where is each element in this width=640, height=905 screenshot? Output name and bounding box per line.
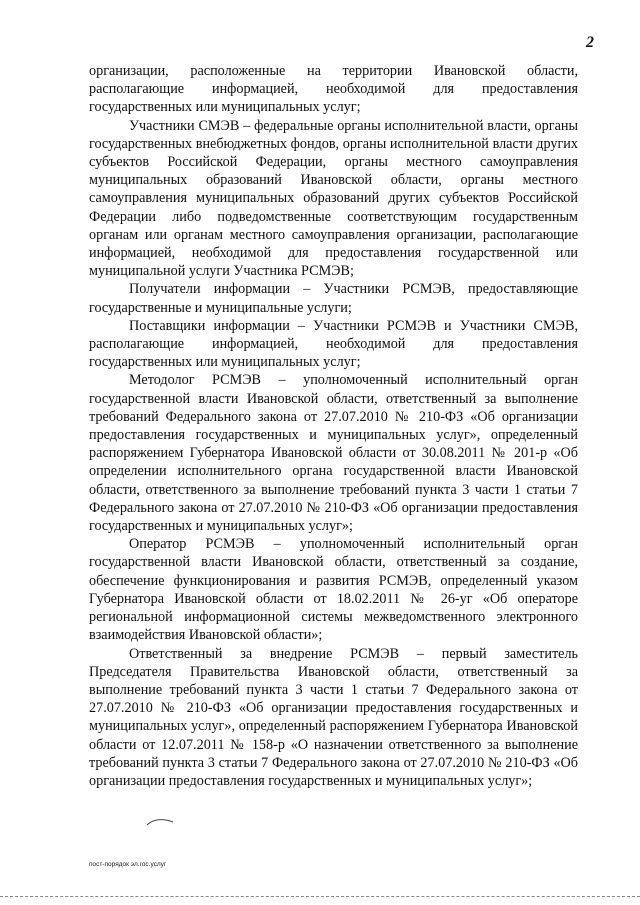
paragraph-organizations-continued: организации, расположенные на территории Ивановской области, располагающие информацией, необходимой для предоставления государственных или муниципальных услуг;: [89, 63, 578, 116]
paragraph-smev-participants: Участники СМЭВ – федеральные органы исполнительной власти, органы государственных внебюджетных фондов, органы исполнительной власти других субъектов Российской Федерации, органы местного самоуправления муниципальных образований Ивановской области, органы местного самоуправления муниципальных образований других субъектов Российской Федерации либо подведомственные соответствующим государственным органам или органам местного самоуправления организации, располагающие информацией, необходимой для предоставления государственной или муниципальной услуги Участника РСМЭВ;: [89, 117, 578, 280]
paragraph-rsmev-operator: Оператор РСМЭВ – уполномоченный исполнительный орган государственной власти Ивановской области, ответственный за создание, обеспечение функционирования и развития РСМЭВ, определенный указом Губернатора Ивановской области от 18.02.2011 № 26-уг «Об операторе региональной информационной системы межведомственного электронного взаимодействия Ивановской области»;: [89, 536, 578, 644]
paragraph-information-providers: Поставщики информации – Участники РСМЭВ и Участники СМЭВ, располагающие информацией, необходимой для предоставления государственных или муниципальных услуг;: [89, 317, 578, 371]
footer-file-reference: пост-порядок эл.гос.услуг: [89, 861, 167, 868]
document-body: [89, 62, 578, 790]
page-number: 2: [586, 34, 594, 51]
scan-edge-divider: [0, 896, 640, 897]
paragraph-information-recipients: Получатели информации – Участники РСМЭВ, предоставляющие государственные и муниципальные услуги;: [89, 281, 578, 316]
pen-mark-icon: [145, 816, 175, 828]
paragraph-rsmev-responsible: Ответственный за внедрение РСМЭВ – первый заместитель Председателя Правительства Ивановской области, ответственный за выполнение требований пункта 3 части 1 статьи 7 Федерального закона от 27.07.2010 № 210-ФЗ «Об организации предоставления государственных и муниципальных услуг», определенный распоряжением Губернатора Ивановской области от 12.07.2011 № 158-р «О назначении ответственного за выполнение требований пункта 3 статьи 7 Федерального закона от 27.07.2010 № 210-ФЗ «Об организации предоставления государственных и муниципальных услуг»;: [89, 645, 578, 789]
paragraph-rsmev-methodologist: Методолог РСМЭВ – уполномоченный исполнительный орган государственной власти Ивановской области, ответственный за выполнение требований Федерального закона от 27.07.2010 № 210-ФЗ «Об организации предоставления государственных и муниципальных услуг», определенный распоряжением Губернатора Ивановской области от 30.08.2011 № 201-р «Об определении исполнительного органа государственной власти Ивановской области, ответственного за выполнение требований пункта 3 части 1 статьи 7 Федерального закона от 27.07.2010 № 210-ФЗ «Об организации предоставления государственных и муниципальных услуг»;: [89, 372, 578, 535]
